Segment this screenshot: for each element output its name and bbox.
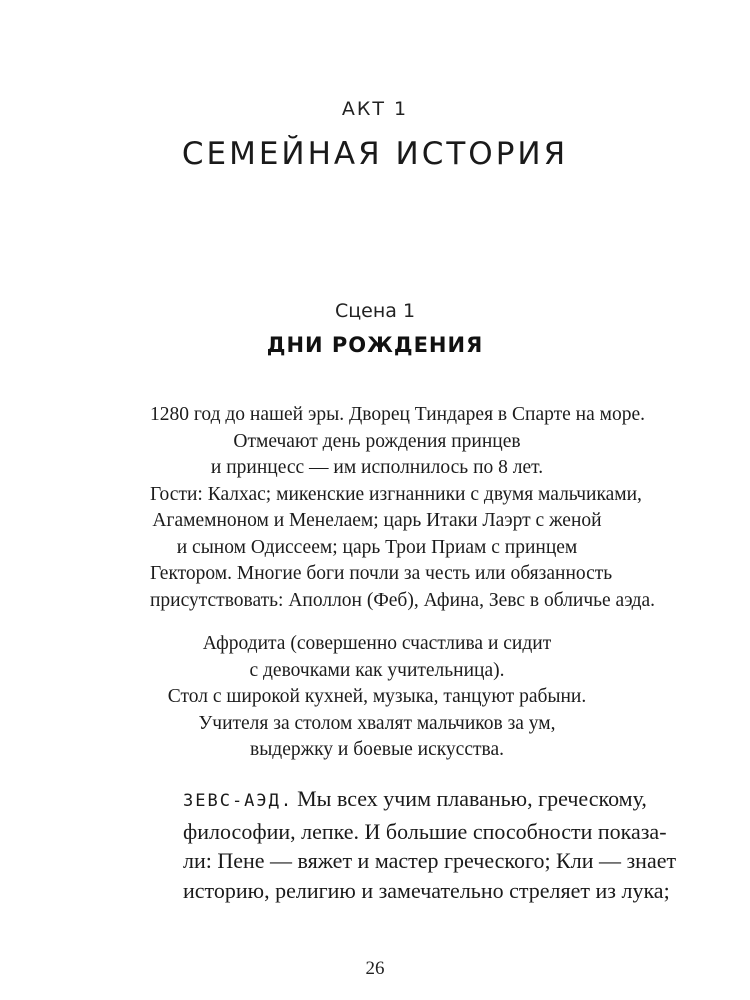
scene-title: ДНИ РОЖДЕНИЯ — [266, 333, 484, 357]
stage-direction-line: 1280 год до нашей эры. Дворец Тиндарея в Спарте на море. — [150, 404, 645, 425]
dialogue-line: философии, лепке. И большие способности показа- — [183, 818, 667, 844]
stage-direction-line: Стол с широкой кухней, музыка, танцуют рабыни. — [167, 686, 587, 707]
stage-direction-2 — [150, 631, 604, 764]
dialogue-line: ли: Пене — вяжет и мастер греческого; Кли — знает — [183, 848, 677, 873]
stage-direction-line: выдержку и боевые искусства. — [250, 739, 504, 760]
dialogue-speech — [183, 784, 683, 905]
stage-direction-line: Гектором. Многие боги почли за честь или обязанность — [150, 563, 613, 584]
stage-direction-1 — [150, 402, 656, 614]
stage-direction-line: Учителя за столом хвалят мальчиков за ум, — [198, 712, 556, 734]
stage-direction-line: и принцесс — им исполнилось по 8 лет. — [210, 457, 544, 478]
speaker-name: ЗЕВС-АЭД. — [183, 791, 294, 811]
stage-direction-line: Агамемноном и Менелаем; царь Итаки Лаэрт с женой — [152, 510, 602, 531]
scene-label: Сцена 1 — [334, 300, 416, 322]
stage-direction-line: и сыном Одиссеем; царь Трои Приам с принцем — [176, 536, 578, 558]
stage-direction-line: Гости: Калхас; микенские изгнанники с двумя мальчиками, — [150, 483, 642, 505]
act-label: АКТ 1 — [341, 98, 409, 120]
stage-direction-line: с девочками как учительница). — [249, 659, 505, 681]
dialogue-text: Мы всех учим плаванью, греческому, — [297, 786, 647, 811]
act-title: СЕМЕЙНАЯ ИСТОРИЯ — [181, 136, 569, 172]
stage-direction-line: Отмечают день рождения принцев — [233, 430, 521, 452]
page-number: 26 — [365, 958, 385, 979]
stage-direction-line: присутствовать: Аполлон (Феб), Афина, Зевс в обличье аэда. — [150, 589, 656, 611]
stage-direction-line: Афродита (совершенно счастлива и сидит — [202, 633, 552, 654]
dialogue-line — [183, 784, 683, 817]
dialogue-line: историю, религию и замечательно стреляет из лука; — [183, 877, 670, 903]
